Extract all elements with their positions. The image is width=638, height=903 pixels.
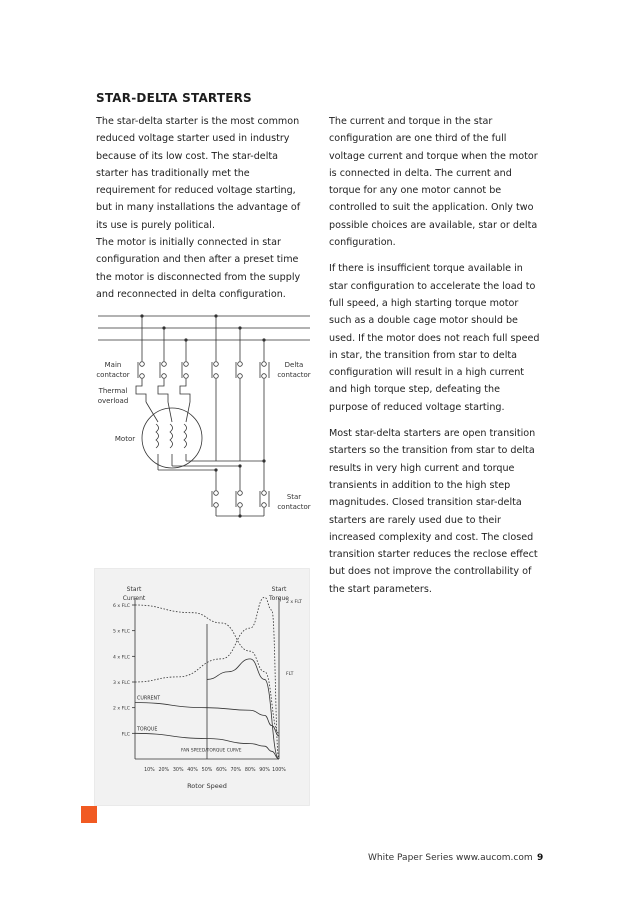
y-tick-label: 4 x FLC xyxy=(113,655,130,661)
thermal-overload-label: Thermal xyxy=(98,387,128,395)
y-tick-label: 3 x FLC xyxy=(113,681,130,686)
star-delta-circuit-diagram xyxy=(92,306,314,528)
main-contactor-label: Main xyxy=(104,361,122,369)
torque-curve-label: TORQUE xyxy=(137,727,158,733)
page-number: 9 xyxy=(537,853,544,863)
x-tick-label: 60% xyxy=(216,768,227,773)
y-tick-label: 5 x FLC xyxy=(113,629,130,635)
left-axis-title: Start xyxy=(126,586,142,593)
x-axis-title: Rotor Speed xyxy=(187,782,227,790)
y-tick-label: 2 x FLC xyxy=(113,706,130,712)
right-axis-title: Start xyxy=(271,586,287,593)
x-tick-label: 80% xyxy=(244,768,256,773)
left-axis-title: Current xyxy=(122,595,146,602)
thermal-overload-label: overload xyxy=(97,397,129,405)
footer-series: White Paper Series xyxy=(368,853,454,863)
paragraph: The star-delta starter is the most common reduced voltage starter used in industry because of its low cost. The star-delta starter has traditionally met the requirement for reduced voltage starting, but in many installations the advantage of its use is purely political. xyxy=(96,116,301,231)
current-curve-label: CURRENT xyxy=(137,696,161,702)
right-axis-title: Torque xyxy=(269,595,289,602)
x-tick-label: 10% xyxy=(144,768,155,773)
x-tick-label: 100% xyxy=(272,768,286,773)
paragraph: If there is insufficient torque available in star configuration to accelerate the load to full speed, a high starting torque motor such as a double cage motor should be used. If the motor does not reach full speed in star, the transition from star to delta configuration will result in a high current and high torque step, defeating the purpose of reduced voltage starting. xyxy=(329,263,540,413)
y-tick-label: FLC xyxy=(121,732,130,738)
fan-curve-label: FAN SPEED/TORQUE CURVE xyxy=(181,748,242,754)
star-contactor-label: contactor xyxy=(277,503,311,511)
star-contactor-label: Star xyxy=(286,493,302,501)
x-tick-label: 90% xyxy=(259,768,270,773)
delta-contactor-label: contactor xyxy=(277,371,311,379)
left-column xyxy=(96,113,308,303)
paragraph: The motor is initially connected in star configuration and then after a preset time the motor is disconnected from the supply and reconnected in delta configuration. xyxy=(96,237,301,300)
x-tick-label: 40% xyxy=(187,768,198,773)
main-contactor-label: contactor xyxy=(96,371,130,379)
paragraph: The current and torque in the star configuration are one third of the full voltage current and torque when the motor is connected in delta. The current and torque for any one motor cannot be controlled to suit the application. Only two possible choices are available, star or delta configuration. xyxy=(329,116,538,249)
delta-contactor-label: Delta xyxy=(284,361,304,369)
flt-label: FLT xyxy=(286,672,294,677)
section-heading: STAR-DELTA STARTERS xyxy=(96,91,252,105)
x-tick-label: 20% xyxy=(158,768,170,773)
x-tick-label: 50% xyxy=(201,768,213,773)
right-column xyxy=(329,113,541,607)
motor-label: Motor xyxy=(114,435,136,443)
x-tick-label: 70% xyxy=(230,768,242,773)
paragraph: Most star-delta starters are open transition starters so the transition from star to delta results in very high current and torque transients in addition to the high step magnitudes. Closed transition star-delta starters are rarely used due to their increased complexity and cost. The closed transition starter reduces the reclose effect but does not improve the controllability of the start parameters. xyxy=(329,428,538,595)
speed-torque-chart xyxy=(94,568,310,806)
x-tick-label: 30% xyxy=(172,768,184,773)
flt-label: 2 x FLT xyxy=(286,600,302,605)
y-tick-label: 6 x FLC xyxy=(113,604,130,609)
orange-accent-block xyxy=(81,806,97,823)
footer-url: www.aucom.com xyxy=(456,853,533,863)
